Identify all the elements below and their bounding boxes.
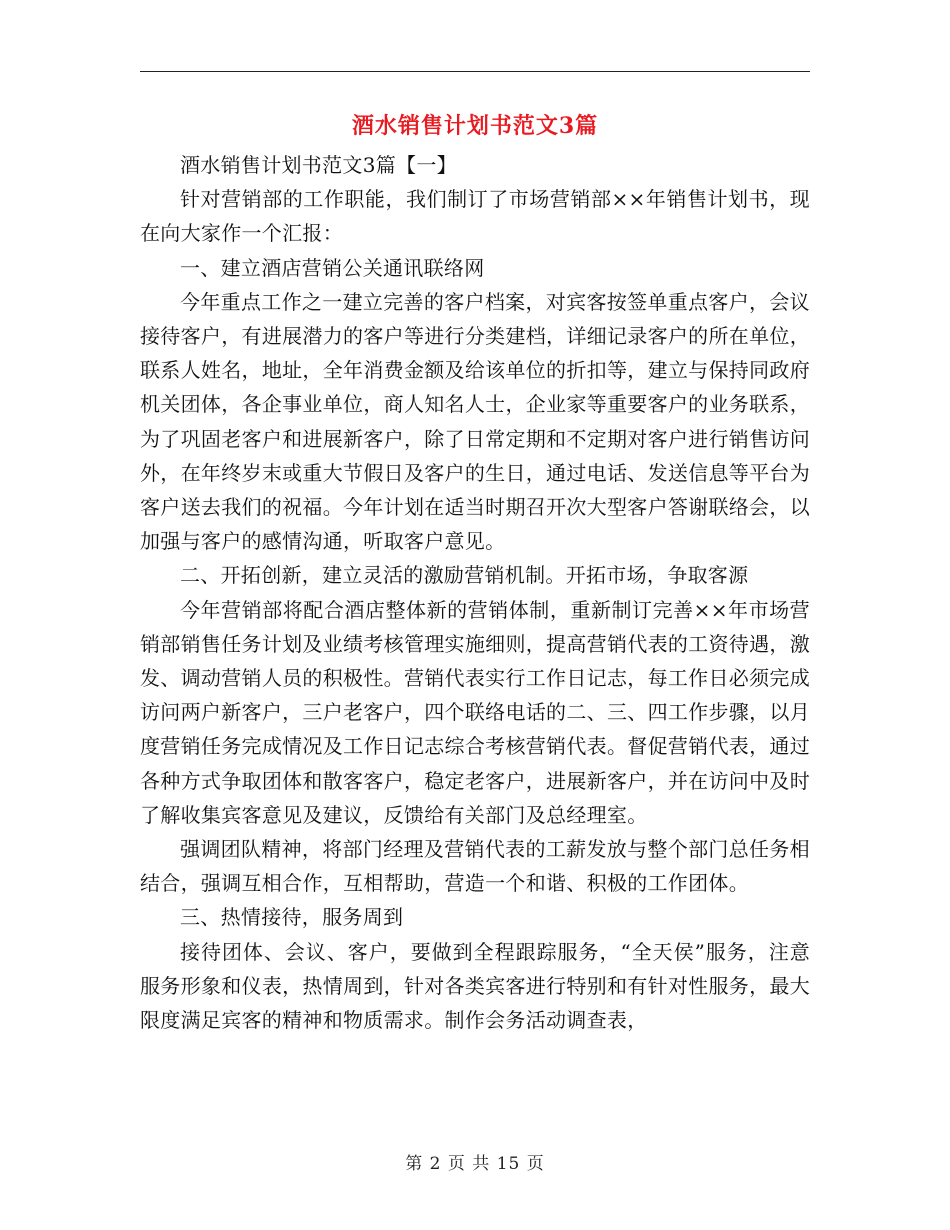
body-paragraph: 接待团体、会议、客户，要做到全程跟踪服务，“全天侯”服务，注意服务形象和仪表，热情周到，针对各类宾客进行特别和有针对性服务，最大限度满足宾客的精神和物质需求。制作会务活动调查表， bbox=[140, 939, 810, 1033]
intro-paragraph: 针对营销部的工作职能，我们制订了市场营销部××年销售计划书，现在向大家作一个汇报： bbox=[140, 187, 810, 246]
document-title: 酒水销售计划书范文3篇 bbox=[351, 113, 599, 139]
section-heading-3: 三、热情接待，服务周到 bbox=[180, 905, 404, 930]
section-heading-2: 二、开拓创新，建立灵活的激励营销机制。开拓市场，争取客源 bbox=[180, 563, 749, 588]
body-paragraph: 强调团队精神，将部门经理及营销代表的工薪发放与整个部门总任务相结合，强调互相合作，互相帮助，营造一个和谐、积极的工作团体。 bbox=[140, 837, 810, 896]
body-paragraph: 今年重点工作之一建立完善的客户档案，对宾客按签单重点客户，会议接待客户，有进展潜力的客户等进行分类建档，详细记录客户的所在单位，联系人姓名，地址，全年消费金额及给该单位的折扣等，建立与保持同政府机关团体，各企事业单位，商人知名人士，企业家等重要客户的业务联系，为了巩固老客户和进展新客户，除了日常定期和不定期对客户进行销售访问外，在年终岁末或重大节假日及客户的生日，通过电话、发送信息等平台为客户送去我们的祝福。今年计划在适当时期召开次大型客户答谢联络会，以加强与客户的感情沟通，听取客户意见。 bbox=[140, 289, 810, 554]
page-number-footer: 第 2 页 共 15 页 bbox=[405, 1154, 545, 1174]
header-rule bbox=[140, 71, 810, 72]
body-paragraph: 今年营销部将配合酒店整体新的营销体制，重新制订完善××年市场营销部销售任务计划及业绩考核管理实施细则，提高营销代表的工资待遇，激发、调动营销人员的积极性。营销代表实行工作日记志，每工作日必须完成访问两户新客户，三户老客户，四个联络电话的二、三、四工作步骤，以月度营销任务完成情况及工作日记志综合考核营销代表。督促营销代表，通过各种方式争取团体和散客客户，稳定老客户，进展新客户，并在访问中及时了解收集宾客意见及建议，反馈给有关部门及总经理室。 bbox=[140, 597, 810, 827]
document-body bbox=[140, 148, 810, 1037]
section-heading-1: 一、建立酒店营销公关通讯联络网 bbox=[180, 255, 485, 280]
section-heading-part-one: 酒水销售计划书范文3篇【一】 bbox=[180, 153, 457, 177]
